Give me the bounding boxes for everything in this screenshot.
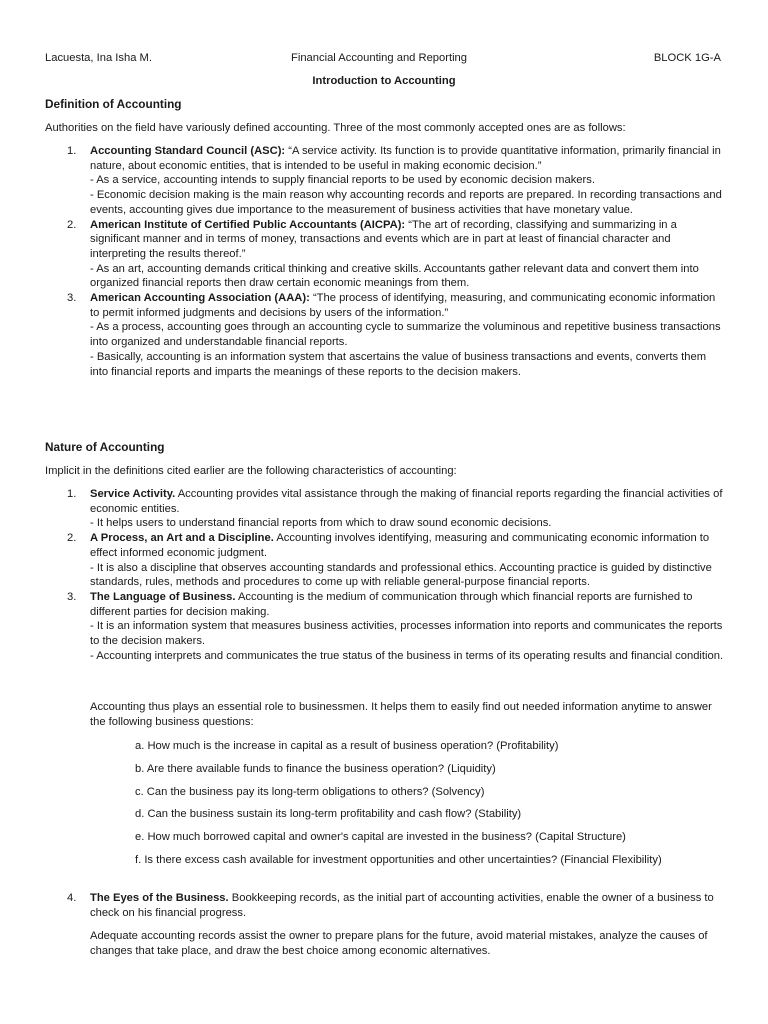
- list-number: 2.: [67, 218, 77, 231]
- item-sub: - As a service, accounting intends to supply financial reports to be used by economic decision makers.: [90, 174, 595, 187]
- item-sub: - It is also a discipline that observes accounting standards and professional ethics. Accounting practice is guided by distinctive standards, rules, methods and procedures to come up with reliable general-purpose financial reports.: [90, 561, 712, 589]
- item-text: Bookkeeping records, as the initial part of accounting activities, enable the owner of a business to check on his financial progress.: [90, 892, 714, 919]
- question-item: d. Can the business sustain its long-term profitability and cash flow? (Stability): [135, 808, 522, 820]
- author-name: Lacuesta, Ina Isha M.: [45, 52, 152, 64]
- role-paragraph: Accounting thus plays an essential role to businessmen. It helps them to easily find out needed information anytime to answer the following business questions:: [90, 701, 712, 728]
- page-header: [45, 51, 721, 66]
- list-item: [45, 144, 725, 218]
- list-item: [45, 891, 725, 920]
- definition-intro: Authorities on the field have variously defined accounting. Three of the most commonly accepted ones are as follows:: [45, 122, 626, 134]
- nature-list: [45, 487, 725, 663]
- definition-list: [45, 144, 725, 379]
- item-lead: American Accounting Association (AAA):: [90, 292, 310, 305]
- item-text: Accounting is the medium of communication through which financial reports are furnished to different parties for decision making.: [90, 590, 693, 618]
- nature-intro: Implicit in the definitions cited earlier are the following characteristics of accounting:: [45, 465, 457, 477]
- list-item: [45, 291, 725, 379]
- final-paragraph: Adequate accounting records assist the owner to prepare plans for the future, avoid material mistakes, analyze the causes of changes that take place, and draw the best choice among economic alternatives.: [90, 930, 708, 957]
- item-sub: - Basically, accounting is an information system that ascertains the value of business transactions and events, converts them into financial reports and imparts the meanings of these reports to the decision makers.: [90, 350, 707, 378]
- item-sub: - It helps users to understand financial reports from which to draw sound economic decisions.: [90, 517, 552, 530]
- list-number: 4.: [67, 892, 77, 904]
- item-lead: A Process, an Art and a Discipline.: [90, 532, 274, 545]
- item-sub: - It is an information system that measures business activities, processes information into reports and communicates the reports to the decision makers.: [90, 620, 723, 648]
- item-sub: - Economic decision making is the main reason why accounting records and reports are prepared. In recording transactions and events, accounting gives due importance to the measurement of business activities that have monetary value.: [90, 189, 722, 216]
- item-lead: American Institute of Certified Public Accountants (AICPA):: [90, 218, 406, 231]
- definition-heading: Definition of Accounting: [45, 97, 182, 111]
- item-sub: - As a process, accounting goes through an accounting cycle to summarize the voluminous and repetitive business transactions into organized and understandable financial reports.: [90, 321, 721, 349]
- question-item: c. Can the business pay its long-term obligations to others? (Solvency): [135, 786, 485, 798]
- item-text: Accounting provides vital assistance through the making of financial reports regarding the financial activities of economic entities.: [90, 488, 723, 515]
- nature-heading: Nature of Accounting: [45, 440, 165, 454]
- list-item: [45, 531, 725, 590]
- course-name: Financial Accounting and Reporting: [291, 52, 468, 64]
- list-number: 1.: [67, 145, 77, 157]
- list-item: [45, 487, 725, 531]
- item-sub: - Accounting interprets and communicates the true status of the business in terms of its operating results and financial condition.: [90, 649, 724, 662]
- list-number: 3.: [67, 292, 77, 305]
- question-item: f. Is there excess cash available for investment opportunities and other uncertainties? (Financial Flexibility): [135, 854, 662, 866]
- list-number: 3.: [67, 590, 77, 603]
- document-title: Introduction to Accounting: [312, 75, 456, 87]
- item-text: “The process of identifying, measuring, and communicating economic information to permit informed judgments and decisions by users of the information.”: [90, 292, 716, 319]
- list-item: [45, 590, 725, 664]
- list-item: [45, 218, 725, 292]
- question-item: e. How much borrowed capital and owner's capital are invested in the business? (Capital Structure): [135, 831, 626, 843]
- item-text: “The art of recording, classifying and summarizing in a significant manner and in terms of money, transactions and events which are in part at least of financial character and interpreting the results thereof.”: [90, 218, 677, 260]
- question-item: a. How much is the increase in capital as a result of business operation? (Profitability): [135, 740, 559, 752]
- item-lead: Service Activity.: [90, 488, 176, 500]
- question-item: b. Are there available funds to finance the business operation? (Liquidity): [135, 763, 496, 775]
- item-text: “A service activity. Its function is to provide quantitative information, primarily financial in nature, about economic entities, that is intended to be useful in making economic decision.”: [90, 145, 721, 172]
- item-sub: - As an art, accounting demands critical thinking and creative skills. Accountants gather relevant data and convert them into organized financial reports then draw certain economic meanings from them.: [90, 262, 699, 290]
- item-lead: The Language of Business.: [90, 590, 236, 603]
- list-number: 1.: [67, 488, 77, 500]
- nature-list-cont: [45, 891, 725, 920]
- block-label: BLOCK 1G-A: [653, 52, 721, 64]
- item-lead: The Eyes of the Business.: [90, 892, 229, 904]
- list-number: 2.: [67, 532, 77, 545]
- item-lead: Accounting Standard Council (ASC):: [90, 145, 286, 157]
- item-text: Accounting involves identifying, measuring and communicating economic information to effect informed economic judgment.: [90, 532, 710, 559]
